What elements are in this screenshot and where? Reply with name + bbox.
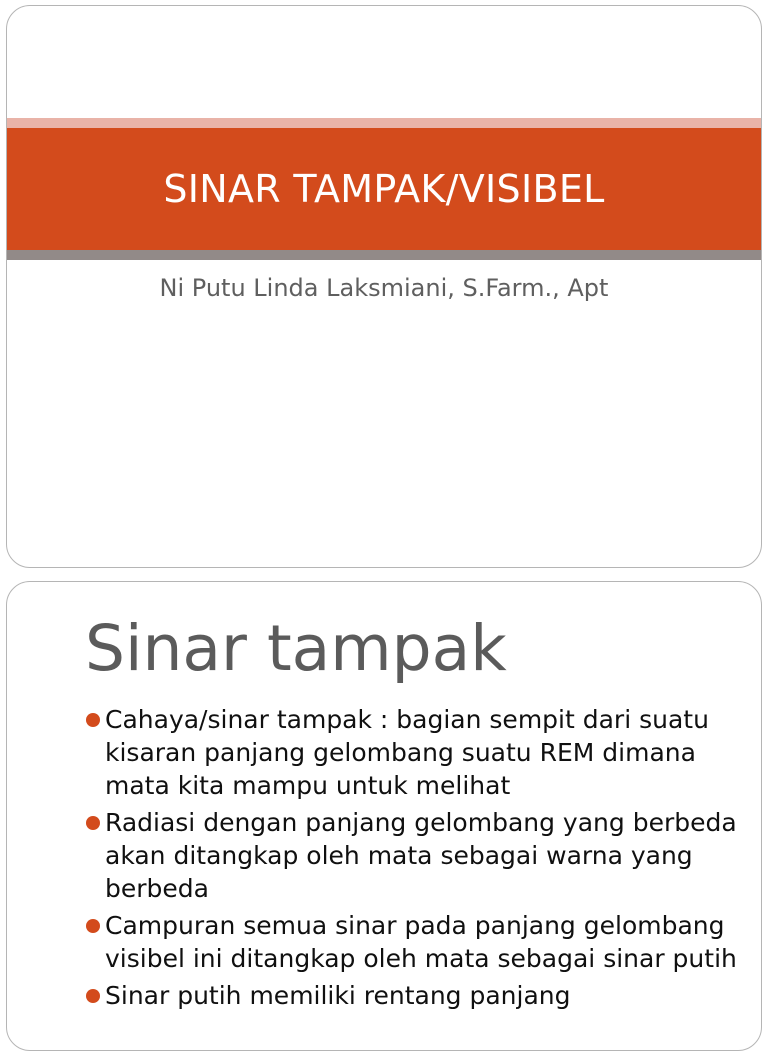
- bullet-text: Sinar putih memiliki rentang panjang: [105, 981, 571, 1010]
- slide-subtitle: Ni Putu Linda Laksmiani, S.Farm., Apt: [159, 274, 609, 302]
- content-slide: [6, 581, 762, 1051]
- slide-heading: Sinar tampak: [85, 612, 507, 685]
- bullet-dot-icon: [86, 919, 100, 933]
- bullet-item: [85, 909, 745, 975]
- bullet-text: Cahaya/sinar tampak : bagian sempit dari suatu kisaran panjang gelombang suatu REM dimana mata kita mampu untuk melihat: [105, 705, 709, 800]
- bullet-list: [85, 703, 745, 1016]
- title-band-bottom-stripe: [7, 250, 761, 260]
- title-band: [7, 128, 761, 250]
- bullet-text: Radiasi dengan panjang gelombang yang berbeda akan ditangkap oleh mata sebagai warna yang berbeda: [105, 808, 737, 903]
- bullet-item: [85, 703, 745, 802]
- bullet-dot-icon: [86, 816, 100, 830]
- title-band-top-stripe: [7, 118, 761, 128]
- bullet-dot-icon: [86, 713, 100, 727]
- slide-title: SINAR TAMPAK/VISIBEL: [163, 167, 605, 211]
- bullet-item: [85, 979, 745, 1012]
- bullet-item: [85, 806, 745, 905]
- bullet-text: Campuran semua sinar pada panjang gelombang visibel ini ditangkap oleh mata sebagai sinar putih: [105, 911, 737, 973]
- title-slide: [6, 5, 762, 568]
- bullet-dot-icon: [86, 989, 100, 1003]
